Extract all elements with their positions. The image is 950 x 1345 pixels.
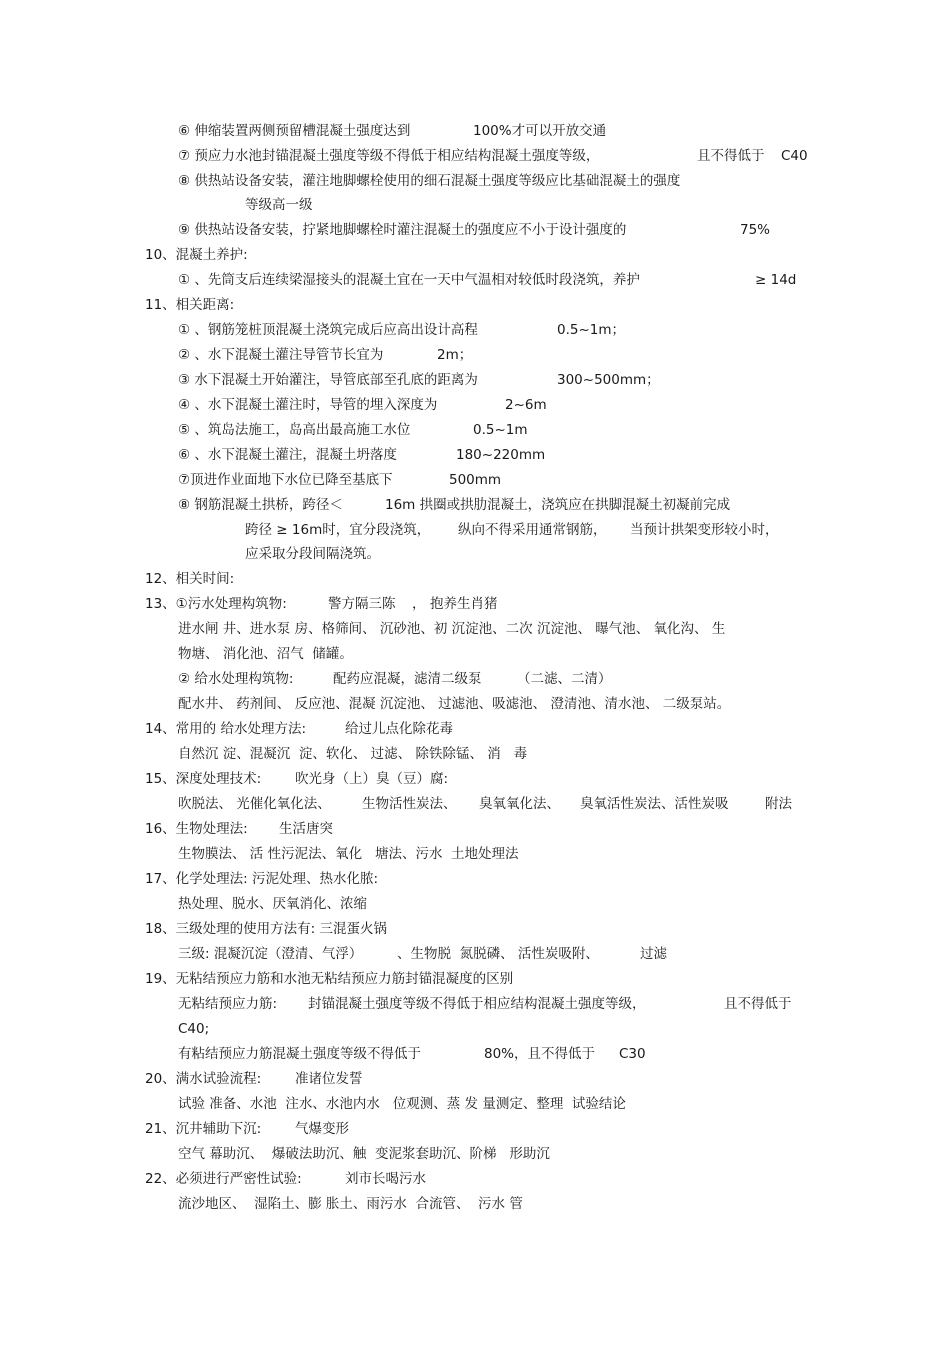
text-segment: 自然沉 淀、混凝沉 淀、软化、 过滤、 除铁除锰、 消 毒 — [178, 746, 528, 762]
text-segment: 13、①污水处理构筑物: — [145, 596, 287, 612]
text-segment: 19、无粘结预应力筋和水池无粘结预应力筋封锚混凝度的区别 — [145, 971, 514, 987]
text-segment: 配水井、 药剂间、 反应池、混凝 沉淀池、 过滤池、吸滤池、 澄清池、清水池、 二级泵站。 — [178, 696, 731, 712]
text-segment: ② 给水处理构筑物: — [178, 671, 294, 687]
text-segment: 警方隔三陈 — [328, 596, 396, 612]
text-segment: 进水闸 井、进水泵 房、格筛间、 沉砂池、初 沉淀池、二次 沉淀池、 曝气池、 氧化沟、 生 — [178, 621, 726, 637]
text-segment: 给过儿点化除花毒 — [345, 721, 453, 737]
text-segment: 生物活性炭法、 — [362, 796, 457, 812]
text-segment: 0.5~1m； — [557, 322, 626, 338]
text-segment: 等级高一级 — [245, 197, 313, 213]
text-segment: ⑥ 伸缩装置两侧预留槽混凝土强度达到 — [178, 123, 411, 139]
text-segment: ⑤ 、筑岛法施工，岛高出最高施工水位 — [178, 422, 411, 438]
text-segment: （二滤、二清） — [517, 671, 612, 687]
text-segment: 75% — [740, 222, 771, 238]
text-segment: 纵向不得采用通常钢筋， — [458, 522, 607, 538]
text-segment: ⑦顶进作业面地下水位已降至基底下 — [178, 472, 393, 488]
text-segment: 物塘、 消化池、沼气 储罐。 — [178, 646, 353, 662]
text-segment: 2~6m — [505, 397, 547, 413]
text-segment: 100%才可以开放交通 — [473, 123, 607, 139]
text-segment: 附法 — [765, 796, 792, 812]
text-segment: ④ 、水下混凝土灌注时，导管的埋入深度为 — [178, 397, 438, 413]
text-segment: 18、三级处理的使用方法有: 三混蛋火锅 — [145, 921, 388, 937]
text-segment: 11、相关距离: — [145, 297, 235, 313]
text-segment: 臭氧活性炭法、活性炭吸 — [580, 796, 729, 812]
text-segment: 12、相关时间: — [145, 571, 235, 587]
text-segment: 三级: 混凝沉淀（澄清、气浮） — [178, 946, 363, 962]
text-segment: ② 、水下混凝土灌注导管节长宜为 — [178, 347, 384, 363]
text-segment: 生物膜法、 活 性污泥法、氧化 塘法、污水 土地处理法 — [178, 846, 519, 862]
text-segment: 当预计拱架变形较小时， — [630, 522, 779, 538]
text-segment: 2m； — [437, 347, 473, 363]
text-segment: 生活唐突 — [279, 821, 333, 837]
text-segment: 跨径 ≥ 16m时，宜分段浇筑， — [245, 522, 431, 538]
text-segment: C40 — [781, 148, 808, 164]
text-segment: 流沙地区、 湿陷土、膨 胀土、雨污水 合流管、 污水 管 — [178, 1196, 523, 1212]
text-segment: 80%，且不得低于 — [484, 1046, 596, 1062]
text-segment: 16、生物处理法: — [145, 821, 248, 837]
text-segment: 且不得低于 — [724, 996, 792, 1012]
text-segment: C40; — [178, 1021, 210, 1037]
text-segment: 空气 幕助沉、 爆破法助沉、触 变泥浆套助沉、阶梯 形助沉 — [178, 1146, 550, 1162]
text-segment: 臭氧氧化法、 — [479, 796, 560, 812]
text-segment: 21、沉井辅助下沉: — [145, 1121, 262, 1137]
text-segment: 14、常用的 给水处理方法: — [145, 721, 307, 737]
text-segment: ⑧ 供热站设备安装，灌注地脚螺栓使用的细石混凝土强度等级应比基础混凝土的强度 — [178, 173, 681, 189]
text-segment: 封锚混凝土强度等级不得低于相应结构混凝土强度等级， — [308, 996, 646, 1012]
text-segment: ⑥ 、水下混凝土灌注，混凝土坍落度 — [178, 447, 397, 463]
text-segment: 应采取分段间隔浇筑。 — [245, 546, 380, 562]
text-segment: 过滤 — [640, 946, 667, 962]
text-segment: ③ 水下混凝土开始灌注，导管底部至孔底的距离为 — [178, 372, 478, 388]
text-segment: 配药应混凝，滤清二级泵 — [333, 671, 482, 687]
text-segment: 16m 拱圈或拱肋混凝土，浇筑应在拱脚混凝土初凝前完成 — [385, 497, 731, 513]
text-segment: 气爆变形 — [295, 1121, 349, 1137]
text-segment: ⑦ 预应力水池封锚混凝土强度等级不得低于相应结构混凝土强度等级， — [178, 148, 600, 164]
text-segment: 、生物脱 氮脱磷、 活性炭吸附、 — [397, 946, 599, 962]
text-segment: 10、混凝土养护: — [145, 247, 248, 263]
text-segment: ⑧ 钢筋混凝土拱桥，跨径＜ — [178, 497, 343, 513]
text-segment: ≥ 14d — [755, 272, 797, 288]
text-segment: 且不得低于 — [697, 148, 765, 164]
text-segment: 22、必须进行严密性试验: — [145, 1171, 302, 1187]
text-segment: 刘市长喝污水 — [345, 1171, 426, 1187]
text-segment: ① 、先筒支后连续梁湿接头的混凝土宜在一天中气温相对较低时段浇筑，养护 — [178, 272, 640, 288]
text-segment: 180~220mm — [456, 447, 546, 463]
text-segment: 300~500mm； — [557, 372, 660, 388]
text-segment: 吹光身（上）臭（豆）腐: — [295, 771, 449, 787]
text-segment: 试验 准备、水池 注水、水池内水 位观测、蒸 发 量测定、整理 试验结论 — [178, 1096, 626, 1112]
text-segment: 17、化学处理法: 污泥处理、热水化脓: — [145, 871, 379, 887]
text-segment: 热处理、脱水、厌氧消化、浓缩 — [178, 896, 367, 912]
text-segment: ⑨ 供热站设备安装，拧紧地脚螺栓时灌注混凝土的强度应不小于设计强度的 — [178, 222, 627, 238]
text-segment: ① 、钢筋笼桩顶混凝土浇筑完成后应高出设计高程 — [178, 322, 478, 338]
text-segment: ， — [412, 596, 426, 612]
text-segment: 抱养生肖猪 — [430, 596, 498, 612]
text-segment: 准诸位发誓 — [295, 1071, 363, 1087]
text-segment: 0.5~1m — [473, 422, 528, 438]
text-segment: 吹脱法、 光催化氧化法、 — [178, 796, 331, 812]
text-segment: 20、满水试验流程: — [145, 1071, 262, 1087]
text-segment: 有粘结预应力筋混凝土强度等级不得低于 — [178, 1046, 421, 1062]
text-segment: 500mm — [449, 472, 502, 488]
text-segment: 无粘结预应力筋: — [178, 996, 278, 1012]
text-segment: 15、深度处理技术: — [145, 771, 262, 787]
text-segment: C30 — [619, 1046, 646, 1062]
